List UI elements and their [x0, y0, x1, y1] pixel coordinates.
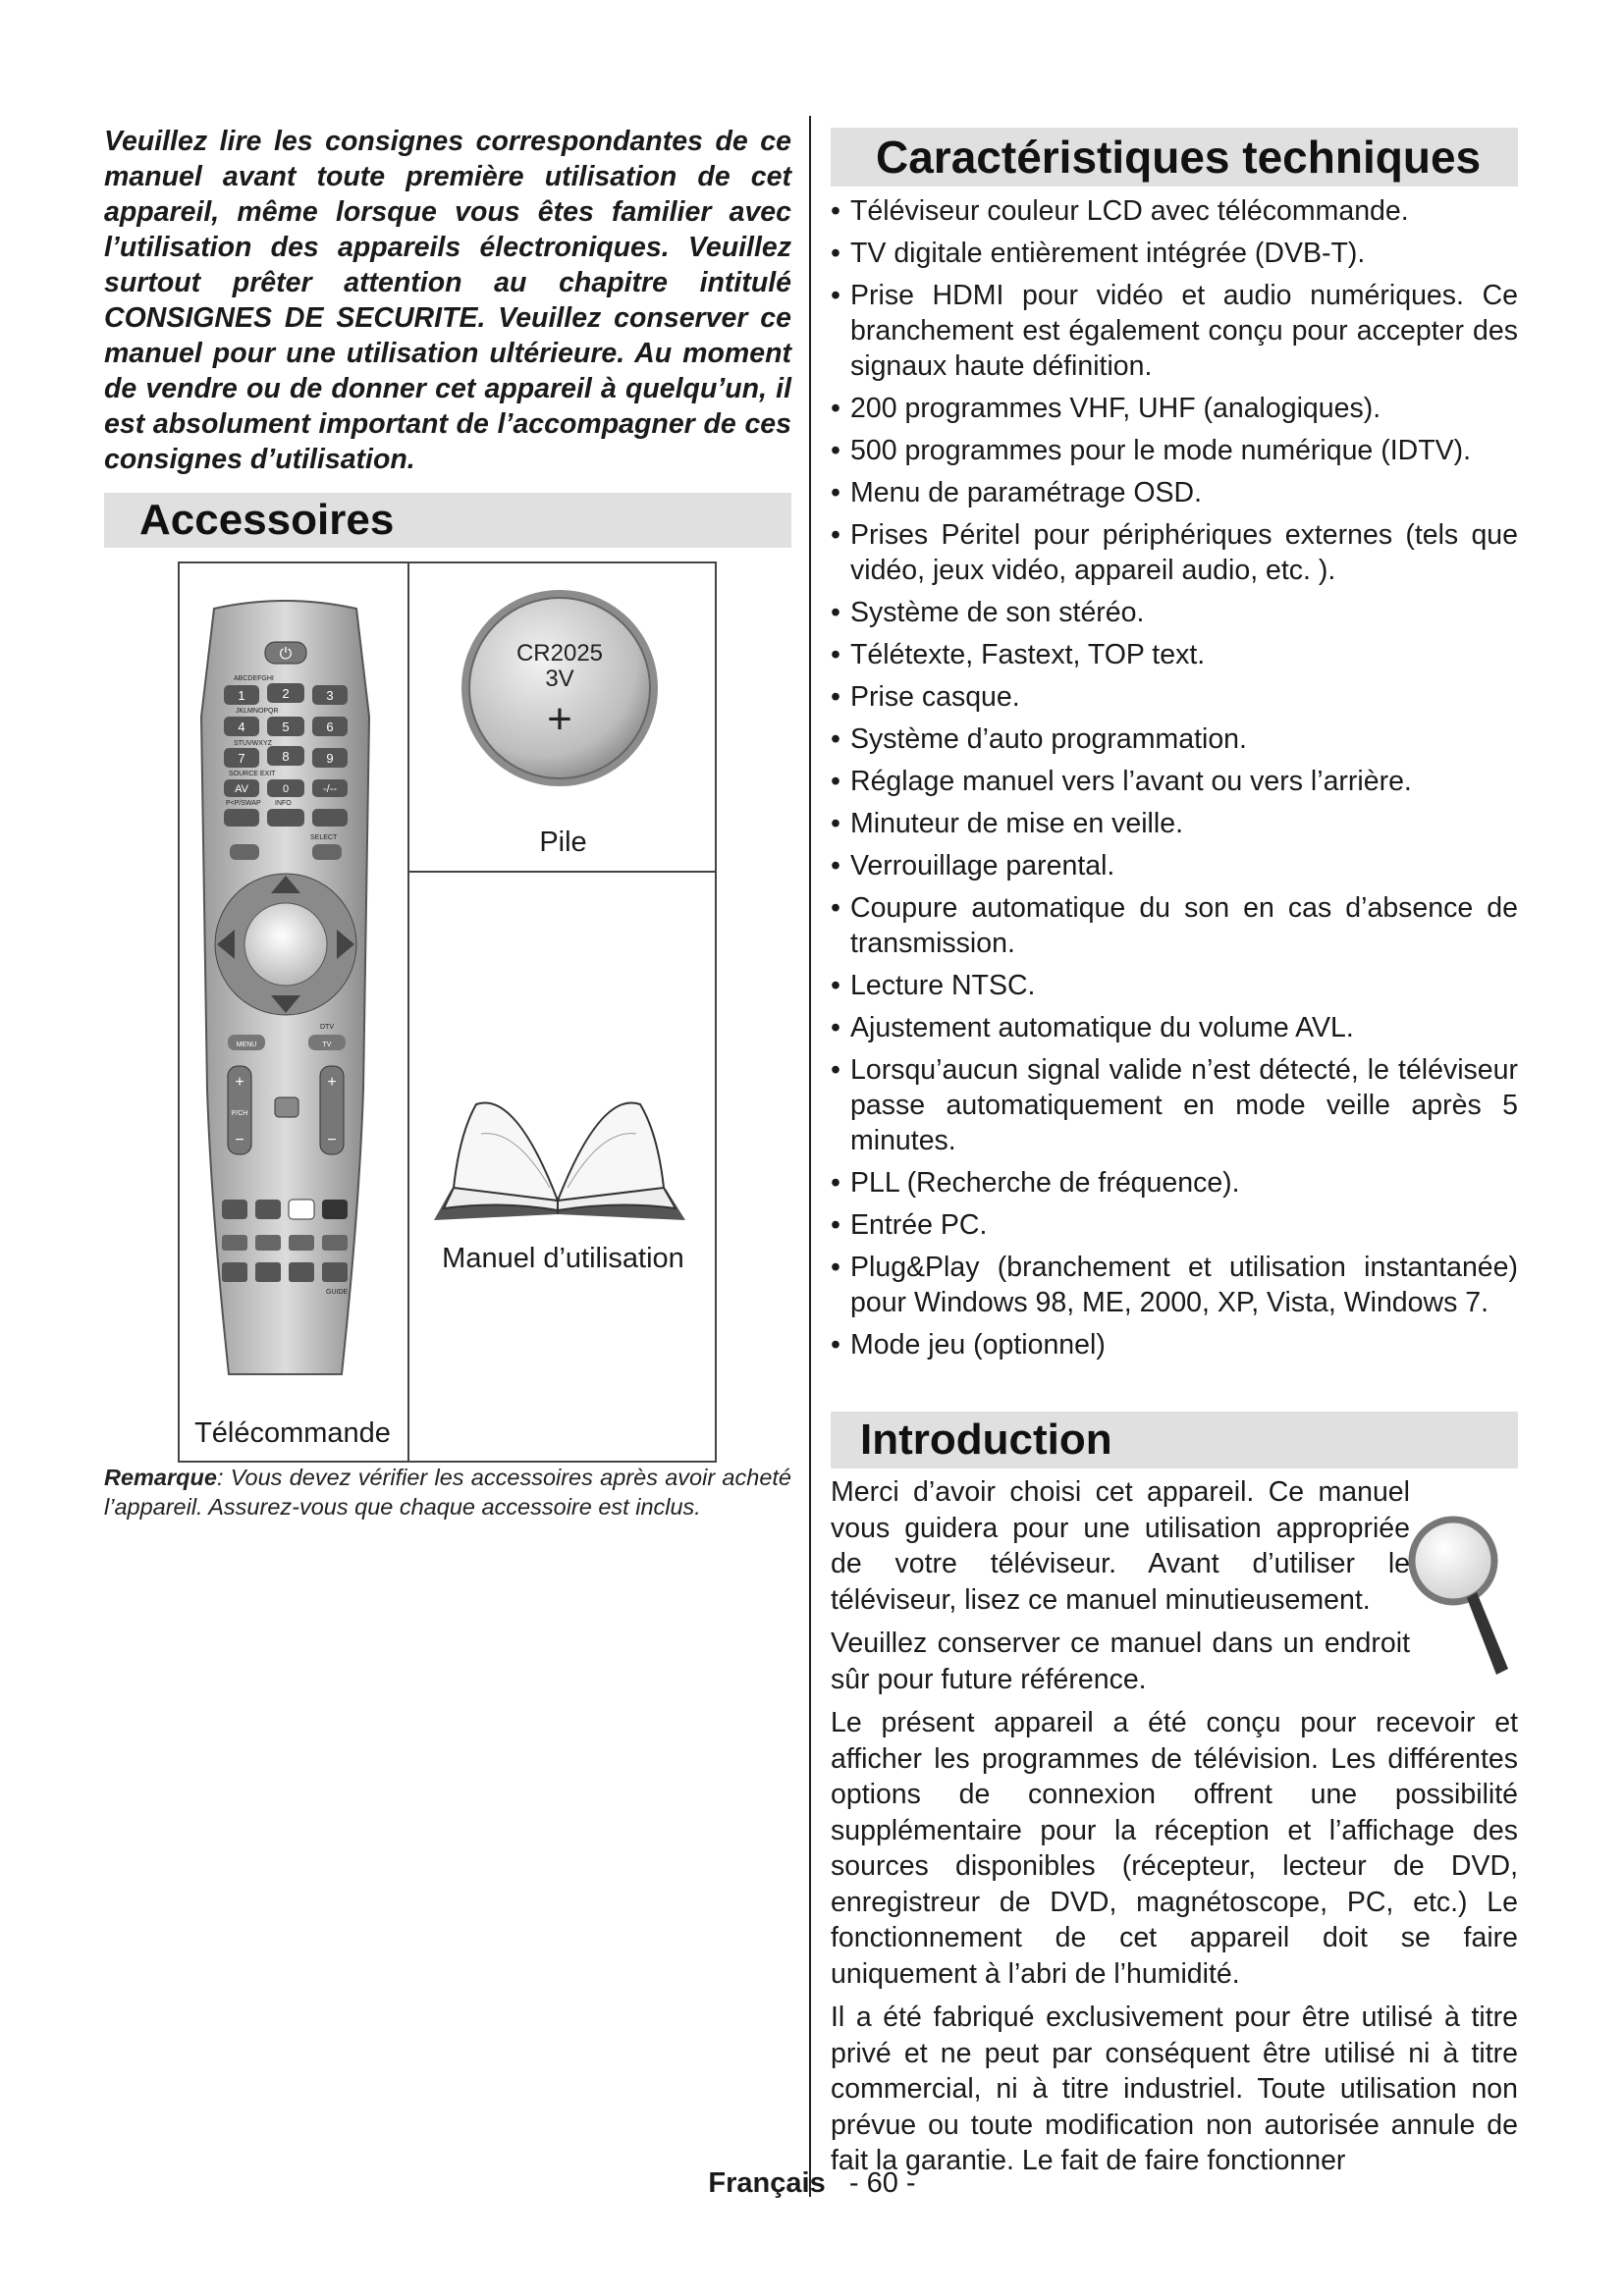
remark-note	[104, 1463, 791, 1522]
introduction-body	[831, 1468, 1518, 2187]
feature-item: • Lorsqu’aucun signal valide n’est détecté, le téléviseur passe automatiquement en mode veille après 5 minutes.	[831, 1052, 1518, 1158]
specs-heading-bar	[831, 128, 1518, 187]
remote-key-6: 6	[326, 720, 334, 734]
remark-label: Remarque	[104, 1465, 217, 1490]
remote-label-jkl: JKLMNOPQR	[236, 708, 279, 715]
remote-key-3: 3	[326, 688, 334, 703]
accessories-heading-bar	[104, 493, 791, 548]
remote-key-menu: MENU	[236, 1041, 257, 1048]
feature-item: • Lecture NTSC.	[831, 968, 1518, 1003]
remote-label-dtv: DTV	[320, 1024, 334, 1031]
svg-text:−: −	[327, 1132, 337, 1148]
introduction-heading-bar	[831, 1412, 1518, 1468]
column-divider	[809, 116, 811, 2197]
remote-label-select: SELECT	[310, 834, 338, 841]
feature-item: • Prises Péritel pour périphériques externes (tels que vidéo, jeux vidéo, appareil audio, etc. ).	[831, 517, 1518, 588]
feature-item: • Réglage manuel vers l’avant ou vers l’arrière.	[831, 764, 1518, 799]
specs-feature-list	[831, 187, 1518, 1362]
svg-text:+: +	[235, 1074, 244, 1091]
feature-item: • Téléviseur couleur LCD avec télécommande.	[831, 193, 1518, 229]
remote-key-av: AV	[235, 783, 248, 795]
feature-item: • 500 programmes pour le mode numérique (IDTV).	[831, 433, 1518, 468]
remote-label-pp: P<P/SWAP	[226, 800, 261, 807]
intro-paragraph-4: Il a été fabriqué exclusivement pour être utilisé à titre privé et ne peut par conséquent être utilisé ni à titre commercial, ni à titre industriel. Toute utilisation non prévue ou toute modification non autorisée annule de fait la garantie. Le fait de faire fonctionner	[831, 2002, 1518, 2176]
accessories-divider-horizontal	[409, 871, 717, 873]
feature-item: • Télétexte, Fastext, TOP text.	[831, 637, 1518, 672]
feature-item: • Entrée PC.	[831, 1207, 1518, 1243]
remote-key-7: 7	[238, 751, 245, 766]
footer-language: Français	[708, 2167, 826, 2199]
remote-label-source: SOURCE EXIT	[229, 771, 276, 777]
svg-text:⏻: ⏻	[279, 646, 293, 663]
manual-label: Manuel d’utilisation	[442, 1243, 684, 1274]
remote-label-pch: P/CH	[231, 1110, 248, 1117]
battery-label: Pile	[539, 827, 587, 858]
remote-label-guide: GUIDE	[326, 1289, 349, 1296]
feature-item: • PLL (Recherche de fréquence).	[831, 1165, 1518, 1201]
remote-control-label: Télécommande	[194, 1417, 391, 1449]
introduction-heading: Introduction	[860, 1415, 1112, 1464]
remote-key-9: 9	[326, 751, 334, 766]
remote-key-dash: -/--	[322, 783, 338, 795]
battery-voltage: 3V	[545, 666, 574, 692]
specs-heading: Caractéristiques techniques	[876, 132, 1482, 183]
remark-text: : Vous devez vérifier les accessoires après avoir acheté l’appareil. Assurez-vous que chaque accessoire est inclus.	[104, 1465, 791, 1520]
remote-label-info: INFO	[275, 800, 292, 807]
manual-book-image	[422, 1095, 697, 1232]
remote-key-2: 2	[282, 686, 290, 701]
battery-image	[458, 586, 662, 790]
intro-paragraph-3: Le présent appareil a été conçu pour recevoir et afficher les programmes de télévision. Les différentes options de connexion offrent une possibilité supplémentaire pour la réception et l’affichage des sources disponibles (récepteur, lecteur de DVD, enregistreur de DVD, magnétoscope, PC, etc.) Le fonctionnement de cet appareil doit se faire uniquement à l’abri de l’humidité.	[831, 1707, 1518, 1990]
remote-key-8: 8	[282, 749, 290, 764]
feature-item: • Système de son stéréo.	[831, 595, 1518, 630]
feature-item: • TV digitale entièrement intégrée (DVB-T).	[831, 236, 1518, 271]
accessories-divider-vertical	[407, 561, 409, 1463]
intro-paragraph-1: Merci d’avoir choisi cet appareil. Ce manuel vous guidera pour une utilisation appropriée de votre téléviseur. Avant d’utiliser le téléviseur, lisez ce manuel minutieusement.	[831, 1476, 1410, 1616]
feature-item: • Minuteur de mise en veille.	[831, 806, 1518, 841]
remote-key-0: 0	[282, 783, 290, 795]
feature-item: • Ajustement automatique du volume AVL.	[831, 1010, 1518, 1045]
page-footer	[0, 2167, 1624, 2200]
feature-item: • Prise HDMI pour vidéo et audio numériques. Ce branchement est également conçu pour accepter des signaux haute définition.	[831, 278, 1518, 384]
feature-item: • Verrouillage parental.	[831, 848, 1518, 883]
svg-text:−: −	[235, 1132, 244, 1148]
battery-plus-sign: +	[547, 695, 572, 743]
safety-intro-paragraph: Veuillez lire les consignes correspondantes de ce manuel avant toute première utilisation de cet appareil, même lorsque vous êtes familier avec l’utilisation des appareils électroniques. Veuillez surtout prêter attention au chapitre intitulé CONSIGNES DE SECURITE. Veuillez conserver ce manuel pour une utilisation ultérieure. Au moment de vendre ou de donner cet appareil à quelqu’un, il est absolument important de l’accompagner de ces consignes d’utilisation.	[104, 126, 791, 475]
feature-item: • Plug&Play (branchement et utilisation instantanée) pour Windows 98, ME, 2000, XP, Vista, Windows 7.	[831, 1250, 1518, 1320]
intro-paragraph-2: Veuillez conserver ce manuel dans un endroit sûr pour future référence.	[831, 1628, 1410, 1695]
feature-item: • Système d’auto programmation.	[831, 721, 1518, 757]
feature-item: • Mode jeu (optionnel)	[831, 1327, 1518, 1362]
remote-key-4: 4	[238, 720, 245, 734]
page-number: - 60 -	[848, 2167, 916, 2199]
remote-key-5: 5	[282, 720, 290, 734]
remote-control-image	[194, 599, 376, 1384]
feature-item: • Prise casque.	[831, 679, 1518, 715]
feature-item: • Coupure automatique du son en cas d’absence de transmission.	[831, 890, 1518, 961]
feature-item: • Menu de paramétrage OSD.	[831, 475, 1518, 510]
svg-text:+: +	[327, 1074, 337, 1091]
remote-label-abc: ABCDEFGHI	[234, 675, 274, 682]
feature-item: • 200 programmes VHF, UHF (analogiques).	[831, 391, 1518, 426]
remote-key-1: 1	[238, 688, 245, 703]
remote-key-tv: TV	[322, 1041, 332, 1048]
remote-label-stu: STUVWXYZ	[234, 740, 272, 747]
battery-model: CR2025	[515, 640, 604, 667]
accessories-heading: Accessoires	[139, 496, 395, 544]
